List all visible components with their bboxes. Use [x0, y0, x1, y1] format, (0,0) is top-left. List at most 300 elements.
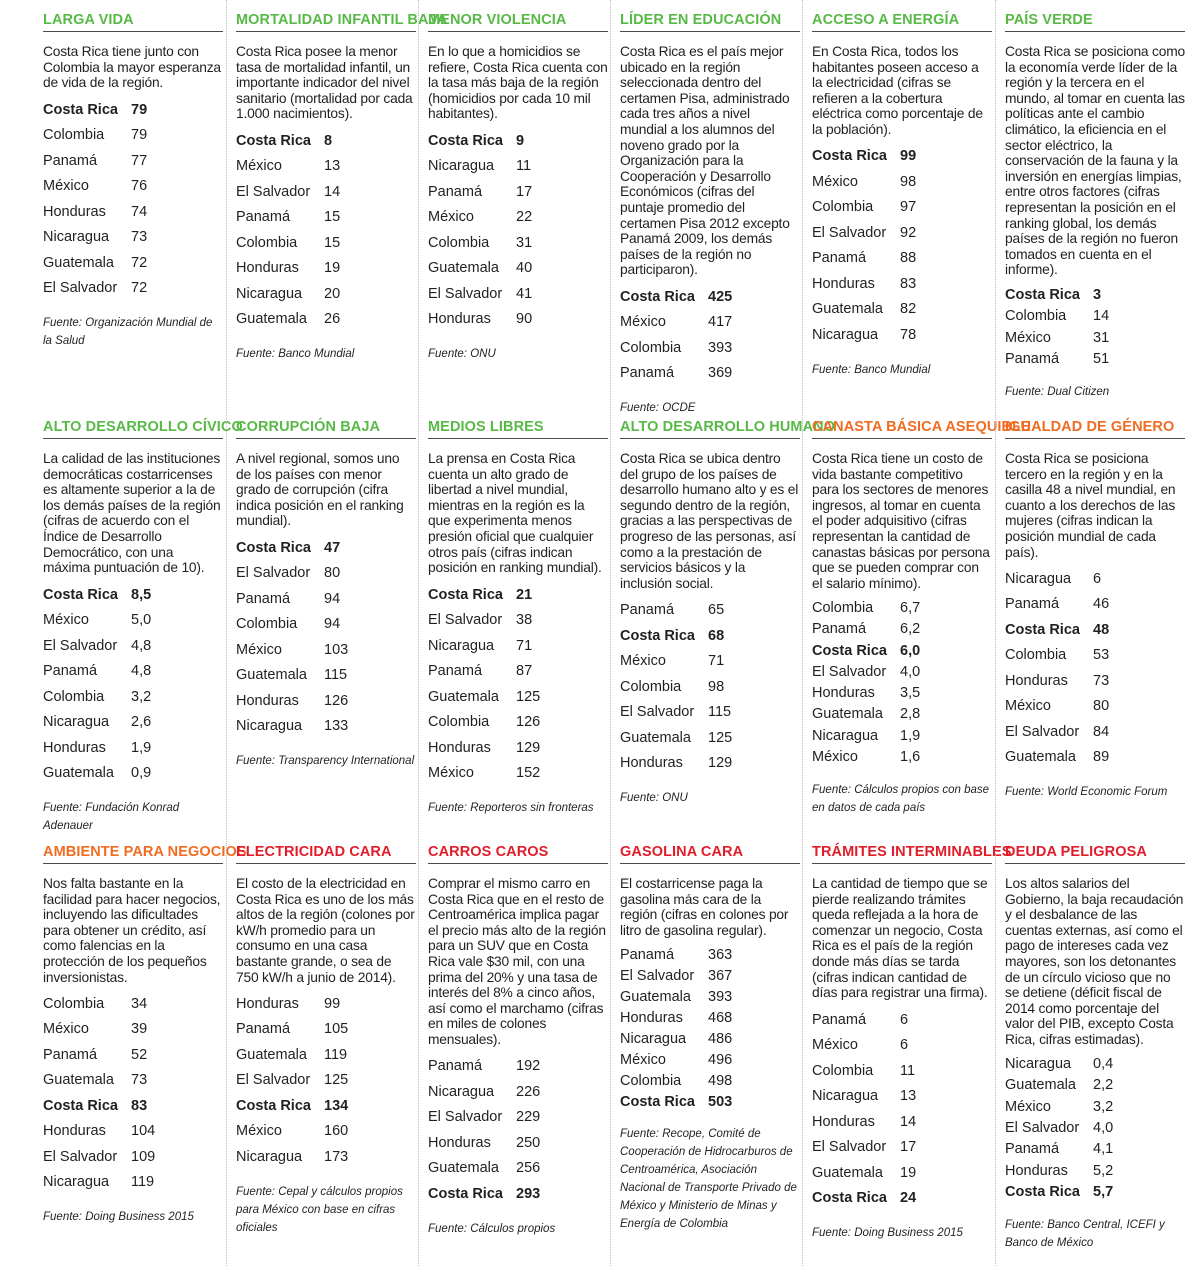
country-name: Guatemala — [236, 1046, 307, 1063]
table-row — [428, 1130, 540, 1156]
table-row — [43, 224, 147, 250]
table-row — [1005, 327, 1109, 349]
country-name: México — [620, 1051, 666, 1068]
table-row — [428, 179, 532, 205]
table-row — [812, 1007, 916, 1033]
panel-source: Fuente: World Economic Forum — [1005, 786, 1168, 799]
country-name: Panamá — [236, 1021, 291, 1038]
panel-title: ELECTRICIDAD CARA — [236, 842, 416, 864]
panel-source: Fuente: Fundación Konrad Adenauer — [43, 801, 180, 832]
column-divider — [610, 0, 611, 1266]
country-name: El Salvador — [236, 565, 311, 582]
table-row — [236, 611, 348, 637]
country-name: Guatemala — [620, 729, 691, 746]
indicator-value: 94 — [324, 590, 341, 607]
country-name: Guatemala — [812, 301, 883, 318]
country-name: México — [236, 1123, 282, 1140]
indicator-panel — [43, 407, 243, 835]
country-name: Guatemala — [620, 988, 691, 1005]
panel-title: CANASTA BÁSICA ASEQUIBLE — [812, 417, 992, 439]
panel-description: Los altos salarios del Gobierno, la baja recaudación y el desbalance de las cuentas externas, así como el pago de intereses cada vez mayores, son los detonantes de un círculo vicioso que no se detiene (déficit fiscal de 2014 como porcentaje del valor del PIB, excepto Costa Rica, cifras estimadas). — [1005, 876, 1184, 1047]
table-row — [812, 195, 916, 221]
country-name: Panamá — [428, 663, 483, 679]
country-name: México — [236, 641, 282, 658]
panel-title: DEUDA PELIGROSA — [1005, 842, 1185, 864]
ranking-table — [1005, 284, 1109, 370]
indicator-value: 109 — [131, 1148, 156, 1165]
indicator-value: 79 — [131, 127, 148, 144]
panel-title: CORRUPCIÓN BAJA — [236, 417, 416, 439]
panel-description: Costa Rica se ubica dentro del grupo de los países de desarrollo humano alto y es el segundo dentro de la región, gracias a las perspectivas de progreso de las personas, así como a la prestación de servicios básicos y la inclusión social. — [620, 451, 799, 591]
indicator-value: 52 — [131, 1046, 148, 1063]
country-name: Honduras — [812, 275, 875, 292]
ranking-table — [43, 97, 147, 301]
panel-description: Costa Rica se posiciona tercero en la región y en la casilla 48 a nivel mundial, en cuanto a los derechos de las mujeres (cifras indican la posición mundial de cada país). — [1005, 451, 1176, 560]
table-row — [620, 986, 732, 1007]
country-name: Guatemala — [43, 254, 114, 271]
panel-description: Costa Rica tiene un costo de vida bastante competitivo para los sectores de menores ingresos, al tomar en cuenta el poder adquisitivo (cifras representan la cantidad de canastas básicas por persona que se pueden comprar con el salario mínimo). — [812, 451, 990, 591]
table-row — [428, 607, 540, 633]
indicator-value: 24 — [900, 1190, 917, 1206]
panel-description: A nivel regional, somos uno de los países con menor grado de corrupción (cifra indica posición en el ranking mundial). — [236, 451, 404, 529]
country-name: Colombia — [43, 995, 105, 1012]
table-row — [236, 1119, 348, 1145]
country-name: Costa Rica — [812, 1190, 887, 1206]
table-row — [1005, 284, 1109, 306]
table-row — [236, 535, 348, 561]
country-name: Panamá — [812, 621, 867, 638]
table-row — [428, 153, 532, 179]
country-name: Costa Rica — [428, 586, 503, 603]
table-row — [236, 255, 340, 281]
country-name: México — [428, 209, 474, 226]
country-name: Costa Rica — [43, 1097, 118, 1114]
country-name: Colombia — [620, 1072, 682, 1089]
indicator-value: 4,8 — [131, 663, 152, 679]
table-row — [812, 1032, 916, 1058]
table-row — [428, 204, 532, 230]
indicator-value: 14 — [900, 1113, 917, 1130]
country-name: México — [812, 173, 858, 190]
indicator-value: 393 — [708, 339, 733, 356]
country-name: México — [236, 158, 282, 175]
country-name: Nicaragua — [428, 637, 495, 654]
country-name: Nicaragua — [236, 718, 303, 735]
table-row — [236, 281, 340, 307]
panel-title: ALTO DESARROLLO CÍVICO — [43, 417, 223, 439]
indicator-value: 160 — [324, 1123, 349, 1140]
indicator-value: 1,9 — [131, 739, 152, 756]
country-name: Colombia — [428, 714, 490, 730]
country-name: Guatemala — [236, 311, 307, 328]
indicator-value: 31 — [1093, 329, 1110, 346]
panel-source: Fuente: Doing Business 2015 — [812, 1226, 963, 1239]
table-row — [428, 255, 532, 281]
indicator-panel — [236, 407, 416, 770]
panel-title: ALTO DESARROLLO HUMANO — [620, 417, 800, 439]
indicator-value: 79 — [131, 101, 148, 118]
indicator-value: 89 — [1093, 749, 1110, 766]
table-row — [428, 1156, 540, 1182]
indicator-value: 38 — [516, 612, 533, 628]
indicator-value: 19 — [324, 260, 341, 277]
table-row — [812, 169, 916, 195]
country-name: Colombia — [620, 339, 682, 356]
column-divider — [802, 0, 803, 1266]
country-name: El Salvador — [43, 637, 118, 654]
country-name: México — [428, 765, 474, 781]
table-row — [812, 322, 916, 348]
panel-title: LÍDER EN EDUCACIÓN — [620, 10, 800, 32]
panel-description: Costa Rica tiene junto con Colombia la mayor esperanza de vida de la región. — [43, 44, 221, 91]
table-row — [1005, 668, 1109, 694]
panel-description: Costa Rica es el país mejor ubicado en la región seleccionada dentro del certamen Pisa, administrado cada tres años a nivel mundial a los alumnos del noveno grado por la Organización para la Cooperación y Desarrollo Económicos (cifras del puntaje promedio del certamen Pisa 2012 excepto Panamá 2009, los demás países de la región no participaron). — [620, 44, 790, 278]
ranking-table — [812, 144, 916, 348]
table-row — [236, 688, 348, 714]
indicator-value: 22 — [516, 209, 533, 226]
table-row — [620, 699, 732, 725]
table-row — [43, 173, 147, 199]
country-name: Costa Rica — [1005, 621, 1080, 638]
indicator-value: 40 — [516, 260, 533, 277]
panel-source: Fuente: Banco Mundial — [812, 363, 931, 376]
indicator-value: 97 — [900, 199, 917, 216]
table-row — [43, 250, 147, 276]
table-row — [1005, 617, 1109, 643]
indicator-value: 8,5 — [131, 586, 152, 603]
indicator-value: 9 — [516, 132, 525, 149]
table-row — [236, 991, 348, 1017]
table-row — [43, 1093, 155, 1119]
country-name: Guatemala — [236, 667, 307, 684]
indicator-panel — [1005, 407, 1185, 801]
indicator-value: 14 — [1093, 308, 1110, 325]
panel-source: Fuente: Cálculos propios — [428, 1222, 556, 1235]
table-row — [428, 1181, 540, 1207]
indicator-value: 90 — [516, 311, 533, 328]
panel-source: Fuente: OCDE — [620, 401, 696, 414]
indicator-value: 47 — [324, 539, 341, 556]
table-row — [428, 1105, 540, 1131]
country-name: El Salvador — [620, 967, 695, 984]
country-name: Costa Rica — [620, 288, 695, 305]
table-row — [428, 281, 532, 307]
panel-title: MEDIOS LIBRES — [428, 417, 608, 439]
country-name: Nicaragua — [1005, 1056, 1072, 1073]
table-row — [236, 560, 348, 586]
country-name: Panamá — [236, 209, 291, 226]
country-name: Guatemala — [428, 688, 499, 705]
indicator-value: 87 — [516, 663, 533, 679]
table-row — [812, 619, 920, 640]
table-row — [812, 144, 916, 170]
country-name: Panamá — [1005, 1141, 1060, 1158]
indicator-value: 3,2 — [1093, 1098, 1114, 1115]
table-row — [812, 271, 916, 297]
country-name: Panamá — [236, 590, 291, 607]
ranking-table — [620, 597, 732, 776]
table-row — [1005, 1054, 1113, 1075]
table-row — [812, 725, 920, 746]
indicator-value: 229 — [516, 1109, 541, 1126]
ranking-table — [1005, 1054, 1113, 1203]
indicator-value: 5,2 — [1093, 1162, 1114, 1179]
indicator-value: 105 — [324, 1021, 349, 1038]
country-name: Honduras — [236, 692, 299, 709]
country-name: Costa Rica — [812, 148, 887, 165]
panel-title: AMBIENTE PARA NEGOCIOS — [43, 842, 223, 864]
table-row — [43, 1042, 155, 1068]
indicator-panel — [43, 0, 223, 350]
panel-description: En Costa Rica, todos los habitantes poseen acceso a la electricidad (cifras se refieren a la cobertura eléctrica como porcentaje de la población). — [812, 44, 983, 137]
ranking-table — [428, 1054, 540, 1207]
country-name: Costa Rica — [236, 539, 311, 556]
country-name: México — [43, 612, 89, 628]
country-name: Honduras — [620, 1009, 683, 1026]
country-name: Costa Rica — [236, 1097, 311, 1114]
country-name: Colombia — [620, 678, 682, 695]
table-row — [1005, 1075, 1113, 1096]
indicator-panel — [428, 832, 608, 1238]
country-name: Nicaragua — [812, 727, 879, 744]
ranking-table — [620, 944, 732, 1112]
table-row — [236, 1017, 348, 1043]
table-row — [812, 1160, 916, 1186]
table-row — [812, 1083, 916, 1109]
panel-title: MENOR VIOLENCIA — [428, 10, 608, 32]
ranking-table — [236, 535, 348, 739]
country-name: Nicaragua — [43, 1174, 110, 1191]
table-row — [43, 582, 151, 608]
indicator-value: 17 — [516, 183, 533, 200]
indicator-value: 115 — [708, 704, 732, 721]
country-name: Panamá — [43, 152, 98, 169]
indicator-panel — [620, 0, 800, 417]
country-name: Colombia — [812, 1062, 874, 1079]
indicator-value: 6 — [900, 1011, 909, 1028]
indicator-value: 98 — [900, 173, 917, 190]
table-row — [236, 153, 340, 179]
indicator-value: 51 — [1093, 351, 1110, 368]
indicator-value: 31 — [516, 234, 533, 251]
panel-description: En lo que a homicidios se refiere, Costa Rica cuenta con la tasa más baja de la región (homicidios por cada 10 mil habitantes). — [428, 44, 608, 122]
indicator-value: 21 — [516, 586, 533, 603]
country-name: Panamá — [812, 1011, 867, 1028]
country-name: Honduras — [1005, 1162, 1068, 1179]
table-row — [236, 713, 348, 739]
indicator-value: 503 — [708, 1093, 733, 1110]
country-name: Honduras — [428, 311, 491, 328]
country-name: Guatemala — [43, 765, 114, 781]
indicator-value: 6 — [1093, 570, 1102, 587]
country-name: Panamá — [1005, 596, 1060, 613]
panel-title: TRÁMITES INTERMINABLES — [812, 842, 992, 864]
country-name: Nicaragua — [428, 1083, 495, 1100]
indicator-value: 72 — [131, 254, 148, 271]
ranking-table — [43, 582, 151, 786]
indicator-value: 84 — [1093, 723, 1110, 740]
indicator-panel — [428, 0, 608, 363]
country-name: México — [620, 314, 666, 331]
table-row — [236, 1042, 348, 1068]
indicator-value: 72 — [131, 280, 148, 297]
indicator-value: 468 — [708, 1009, 733, 1026]
country-name: Guatemala — [43, 1072, 114, 1089]
indicator-panel — [236, 0, 448, 363]
table-row — [428, 306, 532, 332]
table-row — [236, 586, 348, 612]
indicator-value: 129 — [516, 739, 541, 756]
indicator-value: 17 — [900, 1139, 917, 1155]
indicator-value: 103 — [324, 641, 349, 658]
indicator-value: 11 — [516, 158, 532, 175]
panel-description: El costo de la electricidad en Costa Rica es uno de los más altos de la región (colones por kW/h promedio para un consumo en una casa bastante grande, o sea de 750 kW/h a junio de 2014). — [236, 876, 415, 985]
indicator-value: 65 — [708, 602, 725, 619]
indicator-value: 73 — [1093, 672, 1110, 689]
indicator-value: 293 — [516, 1185, 541, 1202]
panel-title: LARGA VIDA — [43, 10, 223, 32]
indicator-value: 129 — [708, 755, 733, 772]
indicator-value: 363 — [708, 946, 733, 963]
table-row — [43, 1144, 155, 1170]
table-row — [812, 704, 920, 725]
ranking-table — [236, 991, 348, 1170]
table-row — [1005, 745, 1109, 771]
table-row — [428, 709, 540, 735]
country-name: México — [620, 653, 666, 670]
column-divider — [995, 0, 996, 1266]
indicator-value: 5,7 — [1093, 1183, 1114, 1200]
table-row — [620, 1091, 732, 1112]
country-name: Honduras — [812, 685, 875, 702]
table-row — [620, 284, 732, 310]
indicator-value: 125 — [324, 1072, 349, 1089]
indicator-value: 99 — [324, 995, 341, 1012]
country-name: México — [1005, 1098, 1051, 1115]
country-name: Colombia — [1005, 308, 1067, 325]
country-name: Nicaragua — [812, 326, 879, 343]
panel-source: Fuente: Transparency International — [236, 754, 415, 767]
table-row — [1005, 719, 1109, 745]
table-row — [620, 623, 732, 649]
indicator-value: 1,6 — [900, 749, 921, 766]
indicator-value: 71 — [708, 653, 725, 670]
country-name: México — [812, 749, 858, 766]
panel-source: Fuente: Reporteros sin fronteras — [428, 801, 594, 814]
panel-description: La cantidad de tiempo que se pierde realizando trámites queda reflejada a la hora de comenzar un negocio, Costa Rica es el país de la región donde más días se tarda (cifras indican cantidad de días para registrar una firma). — [812, 876, 988, 1001]
ranking-table — [1005, 566, 1109, 770]
country-name: Honduras — [812, 1113, 875, 1130]
indicator-value: 41 — [516, 285, 533, 302]
country-name: El Salvador — [620, 704, 695, 721]
country-name: Honduras — [43, 203, 106, 220]
indicator-value: 94 — [324, 616, 341, 633]
panel-source: Fuente: ONU — [620, 791, 688, 804]
country-name: Nicaragua — [428, 158, 495, 175]
panel-description: Costa Rica posee la menor tasa de mortalidad infantil, un importante indicador del nivel sanitario (mortalidad por cada 1.000 nacimientos). — [236, 44, 413, 122]
indicator-value: 1,9 — [900, 727, 921, 744]
indicator-value: 14 — [324, 183, 341, 200]
country-name: El Salvador — [428, 1109, 503, 1126]
column-divider — [418, 0, 419, 1266]
country-name: Costa Rica — [43, 586, 118, 603]
indicator-value: 4,0 — [900, 663, 921, 680]
panel-description: El costarricense paga la gasolina más cara de la región (cifras en colones por litro de gasolina regular). — [620, 876, 789, 938]
table-row — [620, 1070, 732, 1091]
ranking-table — [428, 128, 532, 332]
table-row — [812, 597, 920, 618]
country-name: Panamá — [620, 365, 675, 382]
indicator-value: 4,0 — [1093, 1120, 1114, 1137]
indicator-panel — [812, 832, 1012, 1242]
country-name: Colombia — [428, 234, 490, 251]
table-row — [812, 1185, 916, 1211]
country-name: Honduras — [236, 260, 299, 277]
country-name: Guatemala — [428, 260, 499, 277]
table-row — [43, 1170, 155, 1196]
country-name: Nicaragua — [1005, 570, 1072, 587]
table-row — [1005, 592, 1109, 618]
table-row — [43, 709, 151, 735]
table-row — [620, 965, 732, 986]
country-name: Honduras — [236, 995, 299, 1012]
indicator-value: 126 — [324, 692, 349, 709]
country-name: Nicaragua — [620, 1030, 687, 1047]
indicator-value: 83 — [131, 1097, 148, 1114]
country-name: El Salvador — [43, 1148, 118, 1165]
indicator-value: 115 — [324, 667, 348, 684]
indicator-value: 6 — [900, 1037, 909, 1053]
country-name: Nicaragua — [43, 714, 110, 730]
country-name: Colombia — [236, 616, 298, 633]
country-name: Guatemala — [1005, 749, 1076, 766]
table-row — [428, 128, 532, 154]
indicator-value: 15 — [324, 234, 341, 251]
indicator-value: 5,0 — [131, 612, 152, 628]
panel-source: Fuente: Banco Central, ICEFI y Banco de México — [1005, 1218, 1165, 1249]
panel-description: La prensa en Costa Rica cuenta un alto grado de libertad a nivel mundial, mientras en la región es la que experimenta menos presión oficial que cualquier otros país (cifras indican posición en ranking mundial). — [428, 451, 602, 576]
indicator-value: 125 — [516, 688, 541, 705]
indicator-value: 8 — [324, 132, 333, 149]
country-name: Honduras — [620, 755, 683, 772]
country-name: Panamá — [43, 663, 98, 679]
ranking-table — [236, 128, 340, 332]
indicator-value: 13 — [324, 158, 341, 175]
table-row — [812, 640, 920, 661]
table-row — [428, 658, 540, 684]
table-row — [43, 684, 151, 710]
indicator-value: 73 — [131, 1072, 148, 1089]
indicator-value: 250 — [516, 1134, 541, 1151]
indicator-panel — [236, 832, 416, 1237]
indicator-value: 496 — [708, 1051, 733, 1068]
country-name: El Salvador — [812, 663, 887, 680]
country-name: El Salvador — [236, 1072, 311, 1089]
indicator-value: 104 — [131, 1123, 156, 1140]
table-row — [236, 179, 340, 205]
table-row — [43, 633, 151, 659]
indicator-value: 48 — [1093, 621, 1110, 638]
country-name: Costa Rica — [43, 101, 118, 118]
panel-source: Fuente: Organización Mundial de la Salud — [43, 316, 213, 347]
table-row — [812, 661, 920, 682]
table-row — [620, 1028, 732, 1049]
country-name: Nicaragua — [236, 1148, 303, 1165]
indicator-value: 92 — [900, 224, 917, 241]
indicator-value: 2,8 — [900, 706, 921, 723]
indicator-value: 498 — [708, 1072, 733, 1089]
table-row — [236, 1093, 348, 1119]
